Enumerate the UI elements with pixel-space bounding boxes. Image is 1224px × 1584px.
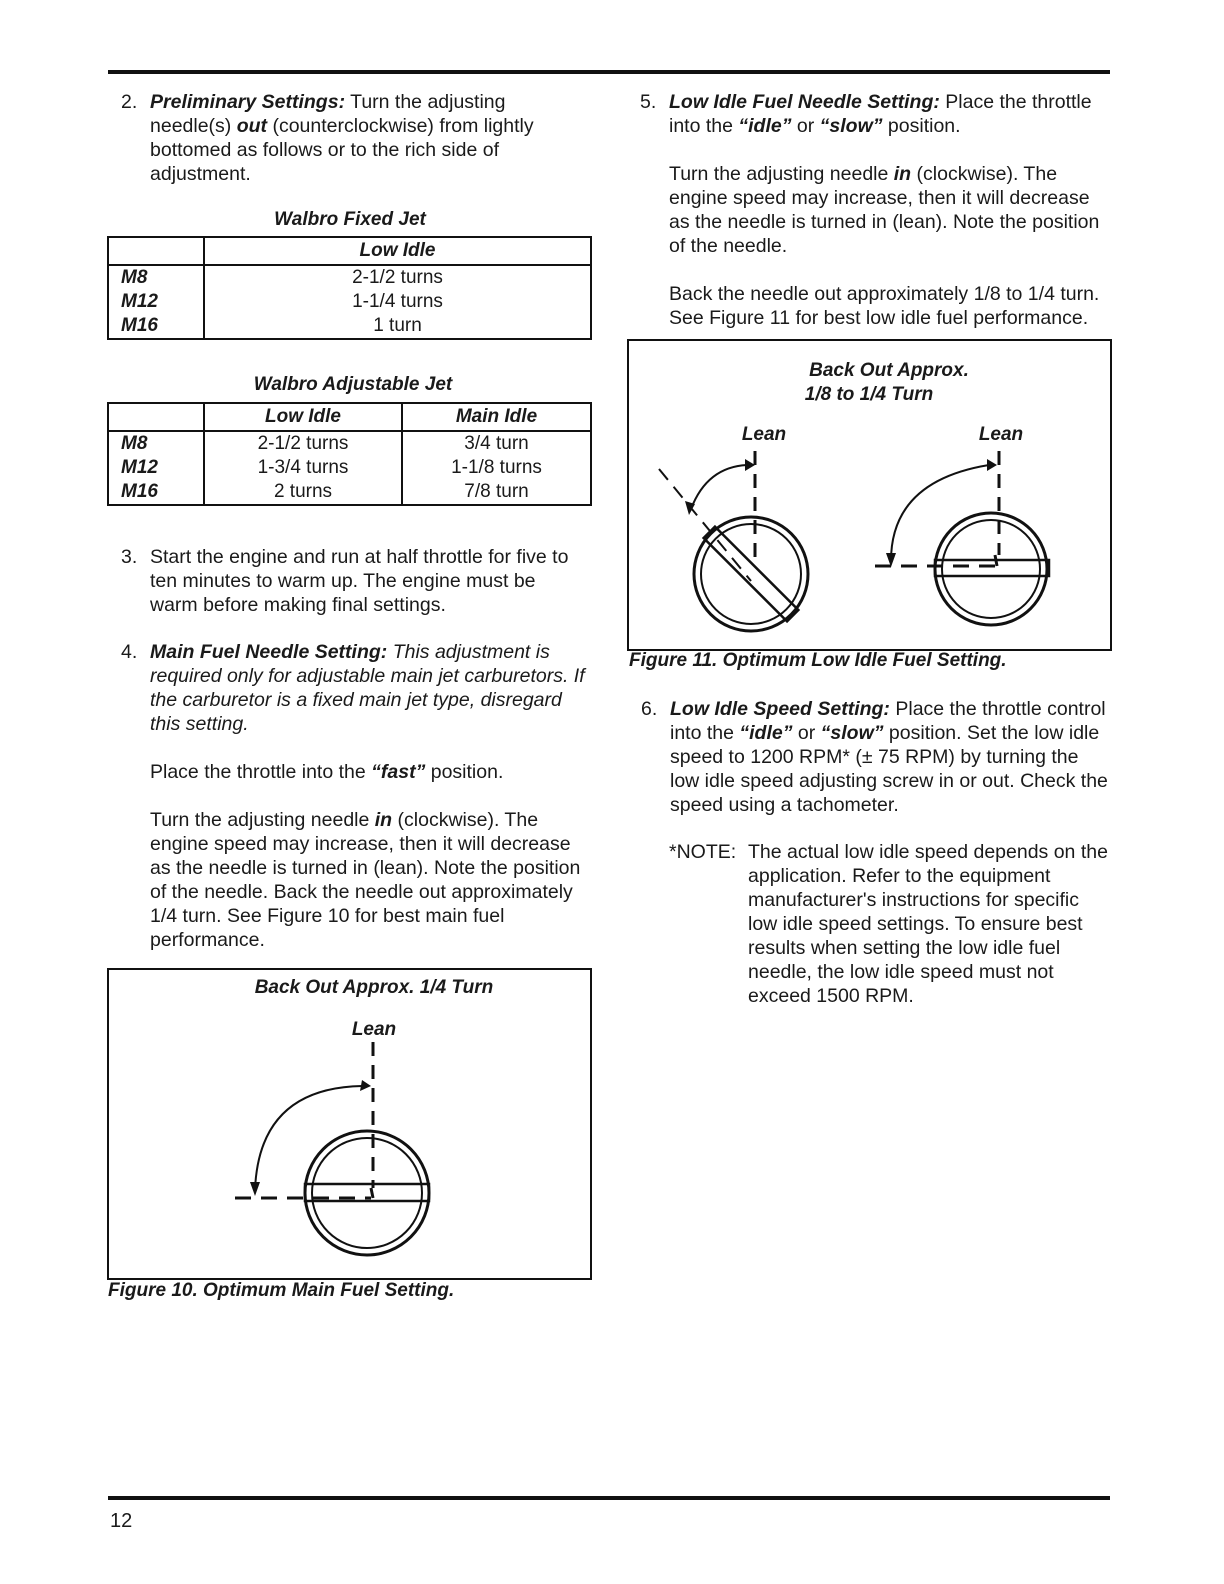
item5-text-b: position. bbox=[882, 115, 961, 137]
item2-text-a: Turn the adjusting needle(s) bbox=[150, 91, 506, 137]
model-cell: M16 bbox=[108, 314, 204, 339]
item5-paragraph bbox=[669, 90, 1109, 330]
item6-number: 6. bbox=[641, 698, 658, 720]
table-row bbox=[108, 480, 591, 505]
note-label: *NOTE: bbox=[669, 841, 737, 863]
item3-text: Start the engine and run at half throttle for five to ten minutes to warm up. The engine must be warm before making final settings. bbox=[150, 546, 569, 616]
top-rule bbox=[108, 70, 1110, 74]
item2-text-b: (counterclockwise) from lightly bottomed as follows or to the rich side of adjustment. bbox=[150, 115, 534, 185]
item4-italic-text: This adjustment is required only for adjustable main jet carburetors. If the carburetor is a fixed main jet type, disregard this setting. bbox=[150, 641, 585, 735]
item5-idle: “idle” bbox=[738, 115, 792, 137]
table-row bbox=[108, 431, 591, 456]
item4-in: in bbox=[374, 809, 393, 831]
table-row bbox=[108, 290, 591, 314]
model-cell: M12 bbox=[108, 290, 204, 314]
figure11-lean-left: Lean bbox=[741, 424, 787, 445]
table-row bbox=[108, 314, 591, 339]
low-idle-cell: 2-1/2 turns bbox=[204, 265, 591, 290]
adj-jet-table bbox=[107, 402, 592, 506]
item5-number: 5. bbox=[640, 91, 657, 113]
item4-fast: “fast” bbox=[371, 761, 426, 783]
item6-slow: “slow” bbox=[820, 722, 884, 744]
figure10-box bbox=[107, 968, 592, 1280]
bottom-rule bbox=[108, 1496, 1110, 1500]
note-text: The actual low idle speed depends on the application. Refer to the equipment manufacturer's instructions for specific low idle speed settings. To ensure best results when setting the low idle fuel needle, the low idle speed must not exceed 1500 RPM. bbox=[748, 841, 1108, 1007]
model-cell: M12 bbox=[108, 456, 204, 480]
figure10-needle-diagram bbox=[109, 970, 590, 1278]
table-row bbox=[108, 456, 591, 480]
figure10-caption: Figure 10. Optimum Main Fuel Setting. bbox=[108, 1280, 455, 1301]
item2-out: out bbox=[236, 115, 268, 137]
figure11-box bbox=[627, 339, 1112, 651]
fixed-jet-corner bbox=[108, 237, 204, 265]
main-idle-cell: 3/4 turn bbox=[402, 431, 591, 456]
item5-p2-a: Turn the adjusting needle bbox=[669, 163, 894, 185]
figure11-lean-right: Lean bbox=[978, 424, 1024, 445]
item4-paragraph bbox=[150, 640, 592, 952]
item5-slow: “slow” bbox=[819, 115, 883, 137]
item5-p3: Back the needle out approximately 1/8 to 1/4 turn. See Figure 11 for best low idle fuel performance. bbox=[669, 283, 1100, 329]
item2-label: Preliminary Settings: bbox=[150, 91, 346, 113]
low-idle-cell: 1 turn bbox=[204, 314, 591, 339]
main-idle-cell: 1-1/8 turns bbox=[402, 456, 591, 480]
item2-paragraph bbox=[150, 90, 545, 186]
item5-label: Low Idle Fuel Needle Setting: bbox=[669, 91, 940, 113]
item4-label: Main Fuel Needle Setting: bbox=[150, 641, 388, 663]
item3-number: 3. bbox=[121, 546, 138, 568]
adj-jet-title: Walbro Adjustable Jet bbox=[253, 374, 453, 395]
item4-p3-a: Turn the adjusting needle bbox=[150, 809, 375, 831]
item3-paragraph bbox=[150, 545, 585, 617]
model-cell: M8 bbox=[108, 431, 204, 456]
figure10-title: Back Out Approx. 1/4 Turn bbox=[254, 977, 494, 998]
fixed-jet-title: Walbro Fixed Jet bbox=[274, 209, 426, 230]
figure11-caption: Figure 11. Optimum Low Idle Fuel Setting. bbox=[629, 650, 1007, 671]
adj-jet-header-main: Main Idle bbox=[402, 403, 591, 431]
page-number: 12 bbox=[110, 1510, 133, 1532]
low-idle-cell: 1-1/4 turns bbox=[204, 290, 591, 314]
low-idle-cell: 1-3/4 turns bbox=[204, 456, 402, 480]
adj-jet-header-low: Low Idle bbox=[204, 403, 402, 431]
item4-p2-b: position. bbox=[425, 761, 504, 783]
figure11-needle-diagram bbox=[629, 341, 1110, 649]
item5-or: or bbox=[791, 115, 820, 137]
figure10-lean-label: Lean bbox=[351, 1019, 397, 1040]
fixed-jet-table bbox=[107, 236, 592, 340]
table-row bbox=[108, 265, 591, 290]
item5-p2-b: (clockwise). The engine speed may increase, then it will decrease as the needle is turned in (lean). Note the position of the needle. bbox=[669, 163, 1100, 257]
item6-idle: “idle” bbox=[739, 722, 793, 744]
item6-text-b: position. Set the low idle speed to 1200 RPM* (± 75 RPM) by turning the low idle speed adjusting screw in or out. Check the speed using a tachometer. bbox=[670, 722, 1108, 816]
item2-number: 2. bbox=[121, 91, 138, 113]
note-paragraph bbox=[748, 840, 1112, 1008]
model-cell: M8 bbox=[108, 265, 204, 290]
figure11-title-line2: 1/8 to 1/4 Turn bbox=[804, 384, 934, 405]
model-cell: M16 bbox=[108, 480, 204, 505]
item6-label: Low Idle Speed Setting: bbox=[670, 698, 890, 720]
item6-text-a: Place the throttle control into the bbox=[670, 698, 1106, 744]
low-idle-cell: 2 turns bbox=[204, 480, 402, 505]
item6-or: or bbox=[792, 722, 821, 744]
item5-in: in bbox=[893, 163, 912, 185]
fixed-jet-header-low: Low Idle bbox=[204, 237, 591, 265]
main-idle-cell: 7/8 turn bbox=[402, 480, 591, 505]
item6-paragraph bbox=[670, 697, 1110, 817]
figure11-title-line1: Back Out Approx. bbox=[809, 360, 969, 381]
item4-p2-a: Place the throttle into the bbox=[150, 761, 372, 783]
low-idle-cell: 2-1/2 turns bbox=[204, 431, 402, 456]
item4-p3-b: (clockwise). The engine speed may increase, then it will decrease as the needle is turned in (lean). Note the position of the needle. Back the needle out approximately 1/4 turn. See Figure 10 for best main fuel performance. bbox=[150, 809, 581, 951]
item5-text-a: Place the throttle into the bbox=[669, 91, 1092, 137]
item4-number: 4. bbox=[121, 641, 138, 663]
adj-jet-corner bbox=[108, 403, 204, 431]
